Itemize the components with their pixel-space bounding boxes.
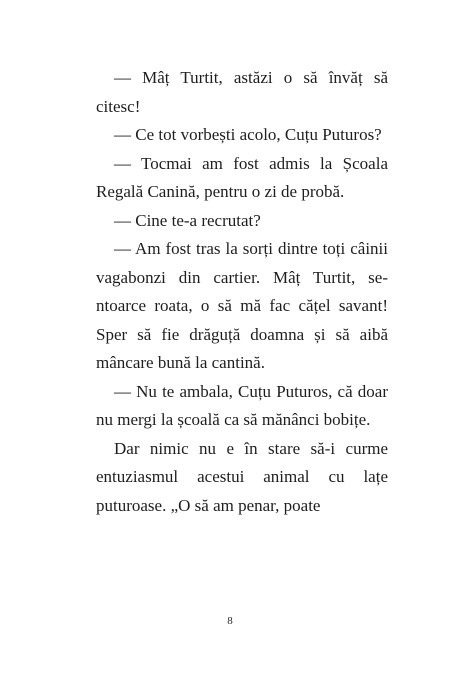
dialogue-paragraph: — Mâț Turtit, astăzi o să învăț să citesc! xyxy=(96,68,388,116)
body-text xyxy=(96,64,388,520)
dialogue-paragraph: — Tocmai am fost admis la Școala Regală Canină, pentru o zi de probă. xyxy=(96,153,388,201)
page-number: 8 xyxy=(227,615,233,627)
narration-paragraph: Dar nimic nu e în stare să-i curme entuziasmul acestui animal cu lațe puturoase. „O să am penar, poate xyxy=(96,438,388,515)
dialogue-paragraph: — Am fost tras la sorți dintre toți câinii vagabonzi din cartier. Mâț Turtit, se-ntoarce roata, o să mă fac cățel savant! Sper să fie drăguță doamna și să aibă mâncare bună la cantină. xyxy=(96,239,388,372)
dialogue-paragraph: — Ce tot vorbești acolo, Cuțu Puturos? xyxy=(114,125,382,144)
dialogue-paragraph: — Nu te ambala, Cuțu Puturos, că doar nu mergi la școală ca să mănânci bobițe. xyxy=(96,381,388,429)
dialogue-paragraph: — Cine te-a recrutat? xyxy=(114,210,261,230)
